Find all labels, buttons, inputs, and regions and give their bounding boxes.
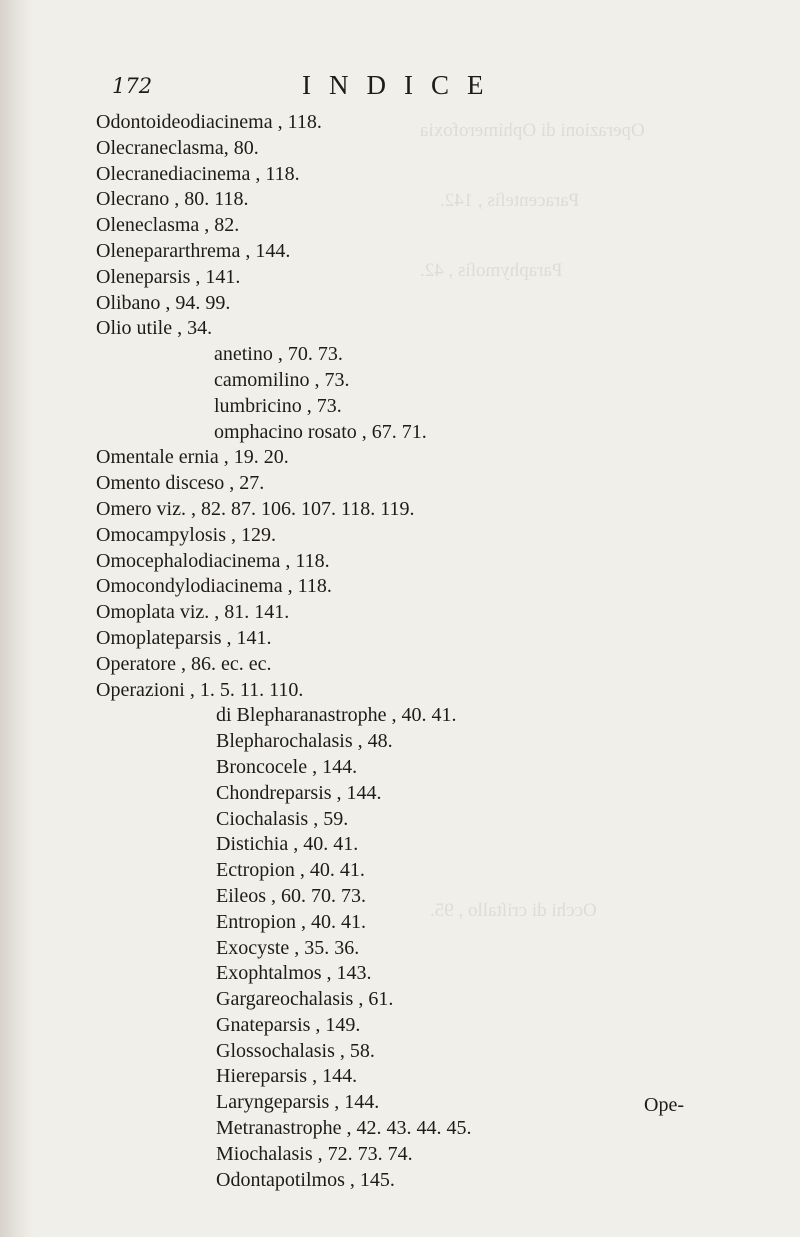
index-entry: Odontoideodiacinema , 118. <box>96 111 322 133</box>
index-entry: Olenepararthrema , 144. <box>96 239 291 262</box>
show-through-text: Operazioni di Ophimerofoxia <box>420 120 645 141</box>
index-subentry: Exophtalmos , 143. <box>216 962 372 985</box>
index-entry: Omocephalodiacinema , 118. <box>96 549 330 572</box>
index-subentry: Broncocele , 144. <box>216 755 358 778</box>
index-subentry: Gargareochalasis , 61. <box>216 988 394 1011</box>
index-subentry: camomilino , 73. <box>214 368 350 391</box>
show-through-text: Occhi di criſtallo , 95. <box>430 900 597 921</box>
index-entry: Olibano , 94. 99. <box>96 291 231 314</box>
index-subentry: Glossochalasis , 58. <box>216 1039 375 1062</box>
show-through-text: Paraphymoſis , 42. <box>420 260 563 281</box>
index-subentry: Chondreparsis , 144. <box>216 781 382 804</box>
index-entry: Omocondylodiacinema , 118. <box>96 575 332 598</box>
index-subentry: di Blepharanastrophe , 40. 41. <box>216 704 457 727</box>
index-entry: Oleneclasma , 82. <box>96 214 240 237</box>
index-entry: Omoplata viz. , 81. 141. <box>96 601 290 624</box>
index-subentry: Metranastrophe , 42. 43. 44. 45. <box>216 1117 472 1140</box>
index-entry: Omento disceso , 27. <box>96 472 265 495</box>
index-entry: Omentale ernia , 19. 20. <box>96 446 289 469</box>
index-entry: Olecraneclasma, 80. <box>96 136 259 159</box>
index-entry: Olio utile , 34. <box>96 317 213 340</box>
index-entries <box>96 110 736 1193</box>
index-subentry: Ectropion , 40. 41. <box>216 859 365 882</box>
index-entry: Olecrano , 80. 118. <box>96 188 249 211</box>
catchword: Ope- <box>644 1094 684 1116</box>
index-subentry: Miochalasis , 72. 73. 74. <box>216 1142 413 1165</box>
index-subentry: Odontapotilmos , 145. <box>216 1168 395 1191</box>
page-number: 172 <box>112 74 153 98</box>
index-entry: Olecranediacinema , 118. <box>96 162 300 185</box>
index-entry: Omero viz. , 82. 87. 106. 107. 118. 119. <box>96 497 415 520</box>
page-header <box>112 70 712 110</box>
index-subentry: Exocyste , 35. 36. <box>216 936 360 959</box>
index-entry: Omocampylosis , 129. <box>96 523 276 546</box>
index-subentry: Hiereparsis , 144. <box>216 1065 358 1088</box>
index-subentry: omphacino rosato , 67. 71. <box>214 420 427 443</box>
index-subentry: Eileos , 60. 70. 73. <box>216 884 366 907</box>
index-subentry: Blepharochalasis , 48. <box>216 730 393 753</box>
index-subentry: Entropion , 40. 41. <box>216 910 366 933</box>
index-subentry: Ciochalasis , 59. <box>216 807 349 830</box>
index-subentry: Laryngeparsis , 144. <box>216 1091 380 1114</box>
index-entry: Oleneparsis , 141. <box>96 265 241 288</box>
show-through-text: Paracenteſis , 142. <box>440 190 580 211</box>
index-subentry: Distichia , 40. 41. <box>216 833 359 856</box>
index-subentry: anetino , 70. 73. <box>214 343 343 366</box>
page-spine-shadow <box>0 0 34 1237</box>
index-entry: Omoplateparsis , 141. <box>96 626 272 649</box>
index-subentry: lumbricino , 73. <box>214 394 342 417</box>
index-subentry: Gnateparsis , 149. <box>216 1013 361 1036</box>
index-entry: Operatore , 86. ec. ec. <box>96 652 272 675</box>
running-title: INDICE <box>302 70 502 100</box>
index-entry: Operazioni , 1. 5. 11. 110. <box>96 678 304 701</box>
